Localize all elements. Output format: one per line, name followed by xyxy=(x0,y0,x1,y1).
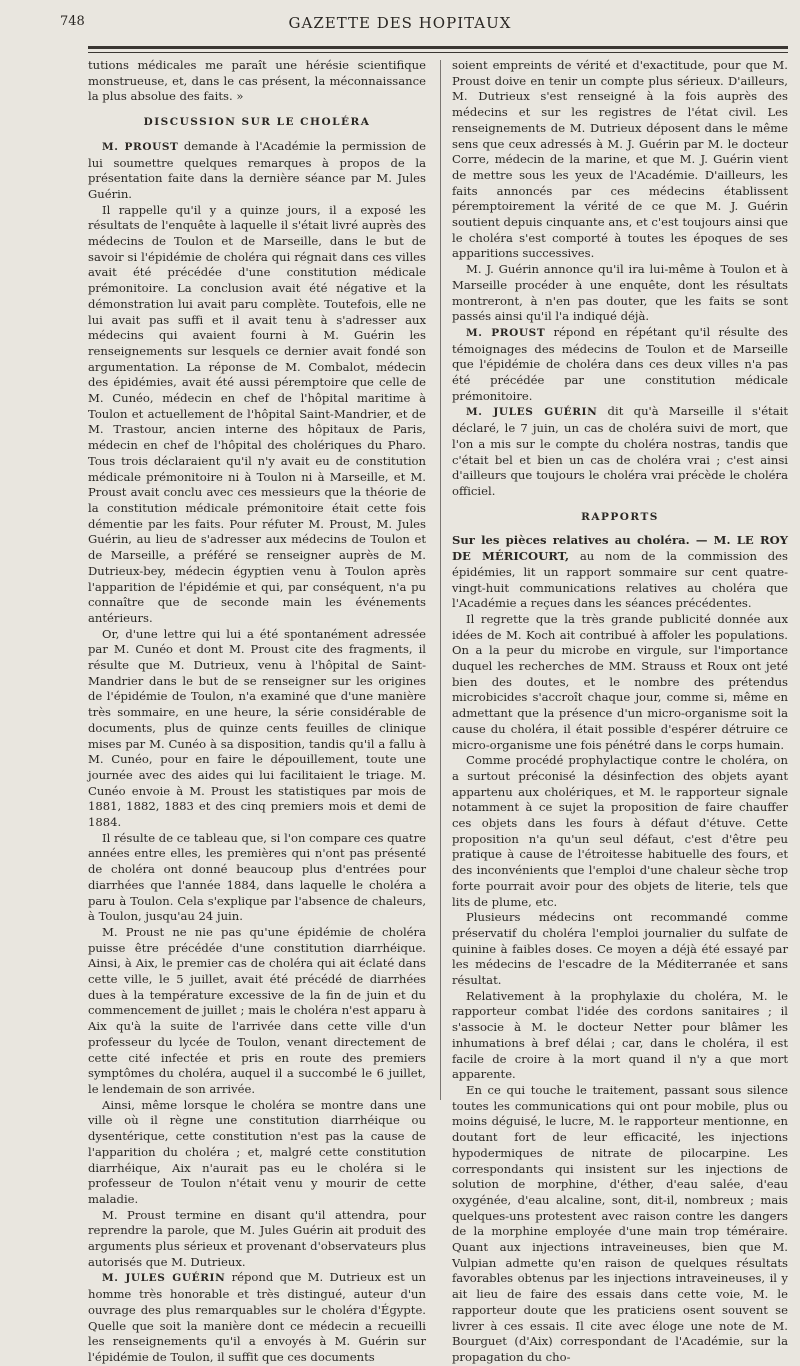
paragraph xyxy=(88,1270,426,1365)
paragraph: En ce qui touche le traitement, passant sous silence toutes les communications qui ont pour mobile, plus ou moins déguisé, le lucre, M. le rapporteur mentionne, en doutant fort de leur efficacité, les injections hypodermiques de nitrate de pilocarpine. Les correspondants qui insistent sur les injections de solution de morphine, d'éther, d'eau salée, d'eau oxygénée, d'eau alcaline, sont, dit-il, nombreux ; mais quelques-uns protestent avec raison contre les dangers de la morphine employée d'une main trop téméraire. Quant aux injections intraveineuses, bien que M. Vulpian admette qu'en raison de quelques résultats favorables obtenus par les injections intraveineuses, il y ait lieu de faire des essais dans cette voie, M. le rapporteur doute que les praticiens osent souvent se livrer à ces essais. Il cite avec éloge une note de M. Bourguet (d'Aix) correspondant de l'Académie, sur la propagation du cho- xyxy=(452,1083,788,1364)
paragraph: soient empreints de vérité et d'exactitude, pour que M. Proust doive en tenir un compte plus sérieux. D'ailleurs, M. Dutrieux s'est renseigné à la fois auprès des médecins et sur les registres de l'état civil. Les renseignements de M. Dutrieux déposent dans le même sens que ceux adressés à M. J. Guérin par M. le docteur Corre, médecin de la marine, et que M. J. Guérin vient de mettre sous les yeux de l'Académie. D'ailleurs, les faits annoncés par ces médecins établissent péremptoirement la vérité de ce que M. J. Guérin soutient depuis cinquante ans, et c'est toujours ainsi que le choléra s'est comporté à toutes les époques de ses apparitions successives. xyxy=(452,58,788,261)
paragraph xyxy=(88,139,426,203)
speaker-name: M. JULES GUÉRIN xyxy=(102,1272,226,1285)
paragraph-text: répond en répétant qu'il résulte des témoignages des médecins de Toulon et de Marseille que l'épidémie de choléra dans ces deux villes n'a pas été précédée par une constitution médicale prémonitoire. xyxy=(452,324,788,403)
column-divider xyxy=(440,60,441,1100)
paragraph: M. Proust termine en disant qu'il attendra, pour reprendre la parole, que M. Jules Guérin ait produit des arguments plus sérieux et provenant d'observateurs plus autorisés que M. Dutrieux. xyxy=(88,1207,426,1269)
header-rule-thick xyxy=(88,46,788,49)
paragraph: Il résulte de ce tableau que, si l'on compare ces quatre années entre elles, les premières qui n'ont pas présenté de choléra ont donné beaucoup plus d'entrées pour diarrhées que l'année 1884, dans laquelle le choléra a paru à Toulon. Cela s'explique par l'absence de chaleurs, à Toulon, jusqu'au 24 juin. xyxy=(88,830,426,924)
paragraph: Or, d'une lettre qui lui a été spontanément adressée par M. Cunéo et dont M. Proust cite des fragments, il résulte que M. Dutrieux, venu à l'hôpital de Saint-Mandrier dans le but de se renseigner sur les origines de l'épidémie de Toulon, n'a examiné que d'une manière très sommaire, en une heure, la série considérable de documents, plus de quinze cents feuilles de clinique mises par M. Cunéo à sa disposition, tandis qu'il a fallu à M. Cunéo, pour en faire le dépouillement, toute une journée avec des aides qui lui facilitaient le triage. M. Cunéo envoie à M. Proust les statistiques par mois de 1881, 1882, 1883 et des cinq premiers mois et demi de 1884. xyxy=(88,626,426,830)
paragraph: M. Proust ne nie pas qu'une épidémie de choléra puisse être précédée d'une constitution diarrhéique. Ainsi, à Aix, le premier cas de choléra qui ait éclaté dans cette ville, le 5 juillet, avait été précédé de diarrhées dues à la température excessive de la fin de juin et du commencement de juillet ; mais le choléra n'est apparu à Aix qu'à la suite de l'arrivée dans cette ville d'un professeur du lycée de Toulon, venant directement de cette cité infectée et pris en route des premiers symptômes du choléra, auquel il a succombé le 6 juillet, le lendemain de son arrivée. xyxy=(88,924,426,1096)
paragraph: Ainsi, même lorsque le choléra se montre dans une ville où il règne une constitution diarrhéique ou dysentérique, cette constitution n'est pas la cause de l'apparition du choléra ; et, malgré cette constitution diarrhéique, Aix n'aurait pas eu le choléra si le professeur de Toulon n'était venu y mourir de cette maladie. xyxy=(88,1097,426,1206)
paragraph xyxy=(452,325,788,405)
left-column xyxy=(88,58,427,1364)
journal-title: GAZETTE DES HOPITAUX xyxy=(288,14,512,32)
paragraph: Il regrette que la très grande publicité donnée aux idées de M. Koch ait contribué à affoler les populations. On a la peur du microbe en virgule, sur l'importance duquel les recherches de MM. Strauss et Roux ont jeté bien des doutes, et le nombre des prétendus microbicides s'accroît chaque jour, comme si, même en admettant que la présence d'un micro-organisme soit la cause du choléra, il était possible d'espérer détruire ce micro-organisme une fois pénétré dans le corps humain. xyxy=(452,611,788,752)
paragraph: Il rappelle qu'il y a quinze jours, il a exposé les résultats de l'enquête à laquelle il s'était livré auprès des médecins de Toulon et de Marseille, dans le but de savoir si l'épidémie de choléra qui régnait dans ces villes avait été précédée d'une constitution médicale prémonitoire. La conclusion avait été négative et la démonstration lui avait paru complète. Toutefois, elle ne lui avait pas suffi et il avait tenu à s'adresser aux médecins qui avaient fourni à M. Guérin les renseignements sur lesquels ce dernier avait fondé son argumentation. La réponse de M. Combalot, médecin des épidémies, avait été aussi péremptoire que celle de M. Cunéo, médecin en chef de l'hôpital maritime à Toulon et actuellement de l'hôpital Saint-Mandrier, et de M. Trastour, ancien interne des hôpitaux de Paris, médecin en chef de l'hôpital des cholériques du Pharo. Tous trois déclaraient qu'il n'y avait eu de constitution médicale prémonitoire ni à Toulon ni à Marseille, et M. Proust avait conclu avec ces messieurs que la théorie de la constitution médicale prémonitoire était cette fois démentie par les faits. Pour réfuter M. Proust, M. Jules Guérin, au lieu de s'adresser aux médecins de Toulon et de Marseille, a préféré se renseigner auprès de M. Dutrieux-bey, médecin égyptien venu à Toulon après l'apparition de l'épidémie et qui, par conséquent, n'a pu connaître que de seconde main les événements antérieurs. xyxy=(88,202,426,625)
speaker-name: M. PROUST xyxy=(466,326,546,339)
paragraph xyxy=(452,533,788,612)
paragraph-text: répond que M. Dutrieux est un homme très honorable et très distingué, auteur d'un ouvrage des plus remarquables sur le choléra d'Égypte. Quelle que soit la manière dont ce médecin a recueilli les renseignements qu'il a envoyés à M. Guérin sur l'épidémie de Toulon, il suffit que ces documents xyxy=(88,1270,427,1364)
paragraph: tutions médicales me paraît une hérésie scientifique monstrueuse, et, dans le cas présent, la méconnaissance la plus absolue des faits. » xyxy=(88,58,426,104)
paragraph: Plusieurs médecins ont recommandé comme préservatif du choléra l'emploi journalier du sulfate de quinine à faibles doses. Ce moyen a déjà été essayé par les médecins de l'escadre de la Méditerranée et sans résultat. xyxy=(452,910,788,988)
paragraph: M. J. Guérin annonce qu'il ira lui-même à Toulon et à Marseille procéder à une enquête, dont les résultats montreront, à n'en pas douter, que les faits se sont passés ainsi qu'il l'a indiqué déjà. xyxy=(452,262,788,324)
paragraph-text: demande à l'Académie la permission de lui soumettre quelques remarques à propos de la présentation faite dans la dernière séance par M. Jules Guérin. xyxy=(88,138,427,201)
speaker-name: M. PROUST xyxy=(102,140,179,153)
paragraph: Relativement à la prophylaxie du choléra, M. le rapporteur combat l'idée des cordons sanitaires ; il s'associe à M. le docteur Netter pour blâmer les inhumations à bref délai ; car, dans le choléra, il est facile de croire à la mort quand il n'y a que mort apparente. xyxy=(452,988,788,1082)
section-heading-rapports: RAPPORTS xyxy=(581,510,659,523)
page-number: 748 xyxy=(60,14,85,29)
paragraph xyxy=(452,404,788,499)
header-rule-thin xyxy=(88,52,788,53)
paragraph-text: au nom de la commission des épidémies, lit un rapport sommaire sur cent quatre-vingt-huit communications relatives au choléra que l'Académie a reçues dans les séances précédentes. xyxy=(452,549,788,611)
section-heading-discussion: DISCUSSION SUR LE CHOLÉRA xyxy=(143,116,371,129)
right-column xyxy=(452,58,788,1364)
paragraph: Comme procédé prophylactique contre le choléra, on a surtout préconisé la désinfection des objets ayant appartenu aux cholériques, et M. le rapporteur signale notamment à ce sujet la proposition de faire chauffer ces objets dans les fours à défaut d'étuve. Cette proposition n'a qu'un seul défaut, c'est d'être peu pratique à cause de l'étroitesse habituelle des fours, et des inconvénients que l'emploi d'une chaleur sèche trop forte pourrait avoir pour des objets de literie, tels que lits de plume, etc. xyxy=(452,753,788,909)
speaker-name: M. JULES GUÉRIN xyxy=(466,406,598,419)
report-title: Sur les pièces relatives au choléra. — M. LE ROY DE MÉRICOURT, xyxy=(452,533,788,564)
paragraph-text: dit qu'à Marseille il s'était déclaré, le 7 juin, un cas de choléra suivi de mort, que l'on a mis sur le compte du choléra nostras, tandis que c'était bel et bien un cas de choléra vrai ; c'est ainsi d'ailleurs que toujours le choléra vrai précède le choléra officiel. xyxy=(452,404,788,498)
